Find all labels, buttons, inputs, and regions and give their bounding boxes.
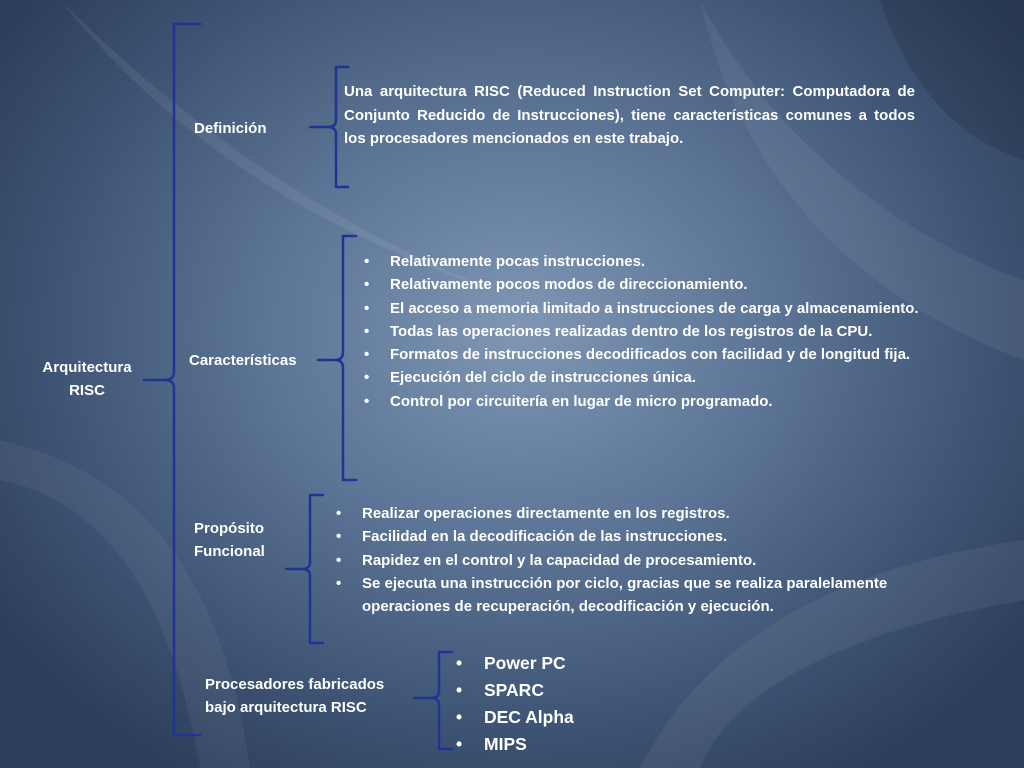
list-item: • Relativamente pocas instrucciones. <box>354 250 954 273</box>
proposito-list <box>326 502 892 618</box>
list-item: • SPARC <box>446 677 666 704</box>
list-item: • Facilidad en la decodificación de las instrucciones. <box>326 525 892 548</box>
procesadores-label: Procesadores fabricados bajo arquitectura RISC <box>205 676 385 716</box>
proposito-label: Propósito Funcional <box>194 520 265 560</box>
list-item: • Control por circuitería en lugar de micro programado. <box>354 390 954 413</box>
caracteristicas-bracket <box>318 236 356 480</box>
definicion-label: Definición <box>194 120 267 137</box>
list-item: • MIPS <box>446 731 666 758</box>
list-item: • Todas las operaciones realizadas dentro de los registros de la CPU. <box>354 320 954 343</box>
list-item: • Ejecución del ciclo de instrucciones única. <box>354 366 954 389</box>
list-item: • Realizar operaciones directamente en los registros. <box>326 502 892 525</box>
proposito-bracket <box>286 495 323 643</box>
list-item: • Power PC <box>446 650 666 677</box>
list-item: • Se ejecuta una instrucción por ciclo, gracias que se realiza paralelamente operaciones de recuperación, decodificación y ejecución. <box>326 572 892 619</box>
list-item: • El acceso a memoria limitado a instrucciones de carga y almacenamiento. <box>354 297 954 320</box>
list-item: • DEC Alpha <box>446 704 666 731</box>
list-item: • Rapidez en el control y la capacidad de procesamiento. <box>326 549 892 572</box>
procesadores-list <box>446 650 666 758</box>
caracteristicas-list <box>354 250 954 413</box>
list-item: • Formatos de instrucciones decodificados con facilidad y de longitud fija. <box>354 343 954 366</box>
definicion-text: Una arquitectura RISC (Reduced Instruction Set Computer: Computadora de Conjunto Reducido de Instrucciones), tiene características comunes a todos los procesadores mencionados en este trabajo. <box>344 83 915 147</box>
root-label: Arquitectura RISC <box>42 359 132 399</box>
caracteristicas-label: Características <box>189 352 297 369</box>
main-bracket <box>144 24 200 735</box>
list-item: • Relativamente pocos modos de direccionamiento. <box>354 273 954 296</box>
definicion-bracket <box>310 67 348 187</box>
